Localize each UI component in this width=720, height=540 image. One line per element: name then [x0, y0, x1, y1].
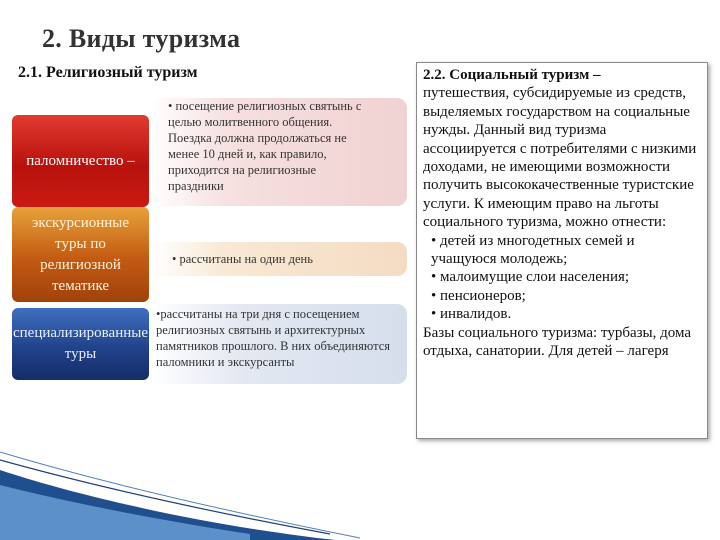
- category-label: экскурсионные туры по религиозной тематике: [31, 214, 130, 294]
- list-item: • малоимущие слои населения;: [423, 268, 701, 286]
- social-tourism-box: [416, 62, 708, 439]
- category-box-specialized: [12, 308, 149, 380]
- social-tourism-bases: Базы социального туризма: турбазы, дома отдыха, санатории. Для детей – лагеря: [423, 324, 692, 360]
- list-item: • детей из многодетных семей и учащуюся молодежь;: [423, 232, 701, 269]
- section-title-religious: 2.1. Религиозный туризм: [18, 64, 198, 81]
- category-label: паломничество –: [26, 152, 135, 169]
- decorative-wave: [0, 430, 720, 540]
- category-description-specialized: •рассчитаны на три дня с посещением религиозных святынь и архитектурных памятников прошлого. В них объединяются паломники и экскурсанты: [150, 304, 407, 384]
- slide-title: 2. Виды туризма: [42, 24, 241, 53]
- category-description-excursion: • рассчитаны на один день: [150, 242, 407, 276]
- list-item: • инвалидов.: [423, 305, 701, 323]
- list-item: • пенсионеров;: [423, 287, 701, 305]
- social-tourism-heading: 2.2. Социальный туризм –: [423, 67, 601, 83]
- category-box-excursion: [12, 207, 149, 302]
- category-box-pilgrimage: [12, 115, 149, 207]
- social-tourism-intro: путешествия, субсидируемые из средств, выделяемых государством на социальные нужды. Данный вид туризма ассоциируется с потребителями с низкими доходами, не имеющими возможности получить высококачественные туристские услуги. К имеющим право на льготы социального туризма, можно отнести:: [423, 85, 697, 231]
- category-label: специализированные туры: [13, 325, 148, 362]
- beneficiary-list: [423, 232, 701, 324]
- category-description-pilgrimage: • посещение религиозных святынь с целью молитвенного общения. Поездка должна продолжаться не менее 10 дней и, как правило, приходится на религиозные праздники: [150, 98, 407, 206]
